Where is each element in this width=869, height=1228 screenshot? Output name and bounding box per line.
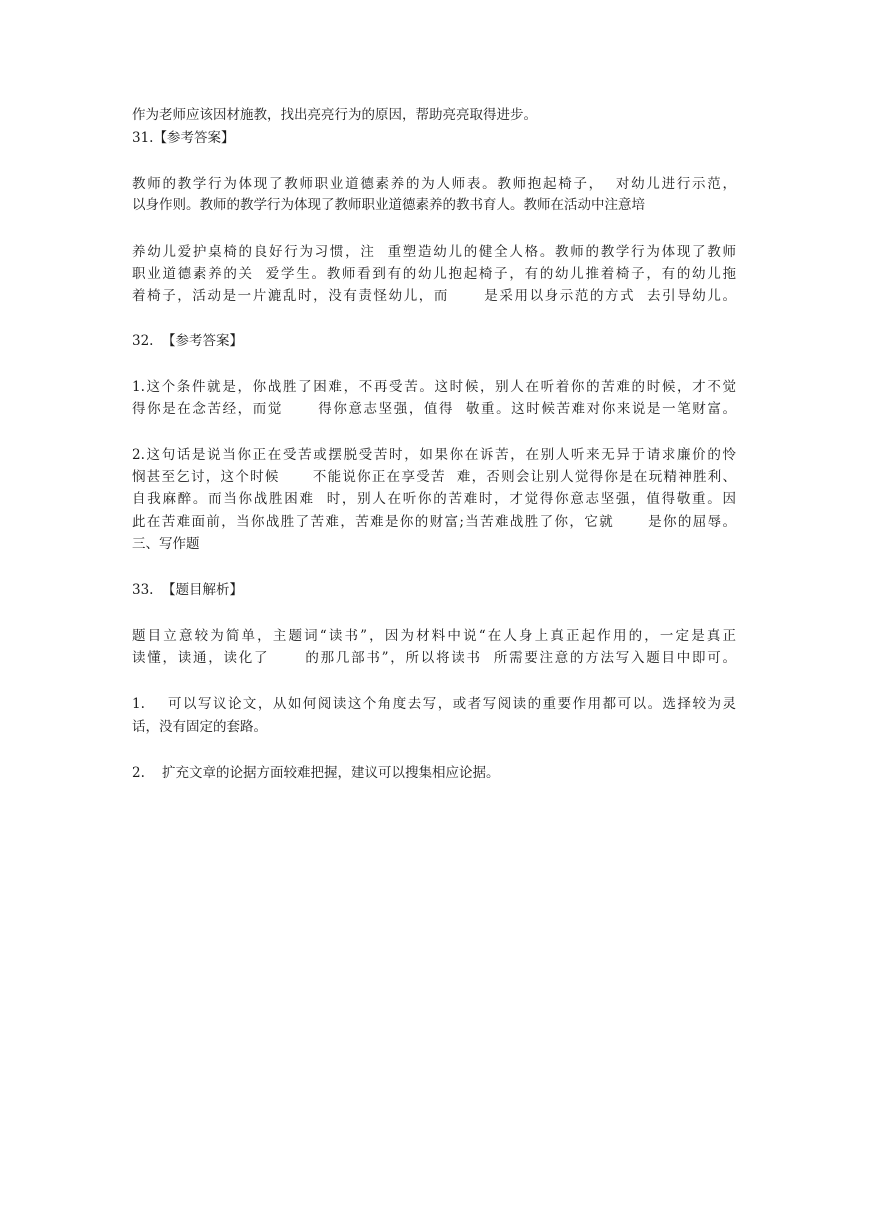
paragraph-line: 养幼儿爱护桌椅的良好行为习惯，注 重塑造幼儿的健全人格。教师的教学行为体现了教师 (132, 244, 736, 260)
list-item-1: 1. 可以写议论文，从如何阅读这个角度去写，或者写阅读的重要作用都可以。选择较为灵 (132, 696, 736, 712)
answer-heading-31: 31.【参考答案】 (132, 130, 235, 146)
paragraph-line: 自我麻醉。而当你战胜困难 时，别人在听你的苦难时，才觉得你意志坚强，值得敬重。因 (132, 491, 736, 507)
paragraph-line: 读懂，读通，读化了 的那几部书”，所以将读书 所需要注意的方法写入题目中即可。 (132, 650, 736, 666)
paragraph-line: 悯甚至乞讨，这个时候 不能说你正在享受苦 难，否则会让别人觉得你是在玩精神胜利、 (132, 469, 736, 485)
paragraph-line: 此在苦难面前，当你战胜了苦难，苦难是你的财富;当苦难战胜了你，它就 是你的屈辱。 (132, 514, 736, 530)
paragraph-line: 题目立意较为简单，主题词“读书”，因为材料中说“在人身上真正起作用的，一定是真正 (132, 628, 736, 644)
paragraph-line: 职业道德素养的关 爱学生。教师看到有的幼儿抱起椅子，有的幼儿推着椅子，有的幼儿拖 (132, 266, 736, 282)
list-item-2: 2. 扩充文章的论据方面较难把握，建议可以搜集相应论据。 (132, 765, 500, 781)
answer-heading-32: 32. 【参考答案】 (132, 333, 244, 349)
paragraph-line: 得你是在念苦经，而觉 得你意志坚强，值得 敬重。这时候苦难对你来说是一笔财富。 (132, 401, 736, 417)
paragraph-line: 着椅子，活动是一片漉乱时，没有责怪幼儿，而 是采用以身示范的方式 去引导幼儿。 (132, 288, 736, 304)
list-item-1-cont: 话，没有固定的套路。 (132, 719, 267, 735)
paragraph-line: 以身作则。教师的教学行为体现了教师职业道德素养的教书育人。教师在活动中注意培 (132, 197, 645, 213)
paragraph-line: 1.这个条件就是，你战胜了困难，不再受苦。这时候，别人在听着你的苦难的时候，才不觉 (132, 379, 736, 395)
paragraph-line: 2.这句话是说当你正在受苦或摆脱受苦时，如果你在诉苦，在别人听来无异于请求廉价的怜 (132, 447, 736, 463)
paragraph-line: 作为老师应该因材施教，找出亮亮行为的原因，帮助亮亮取得进步。 (132, 107, 537, 123)
answer-heading-33: 33. 【题目解析】 (132, 582, 244, 598)
paragraph-line: 教师的教学行为体现了教师职业道德素养的为人师表。教师抱起椅子， 对幼儿进行示范， (132, 176, 736, 192)
section-heading: 三、写作题 (132, 536, 200, 552)
